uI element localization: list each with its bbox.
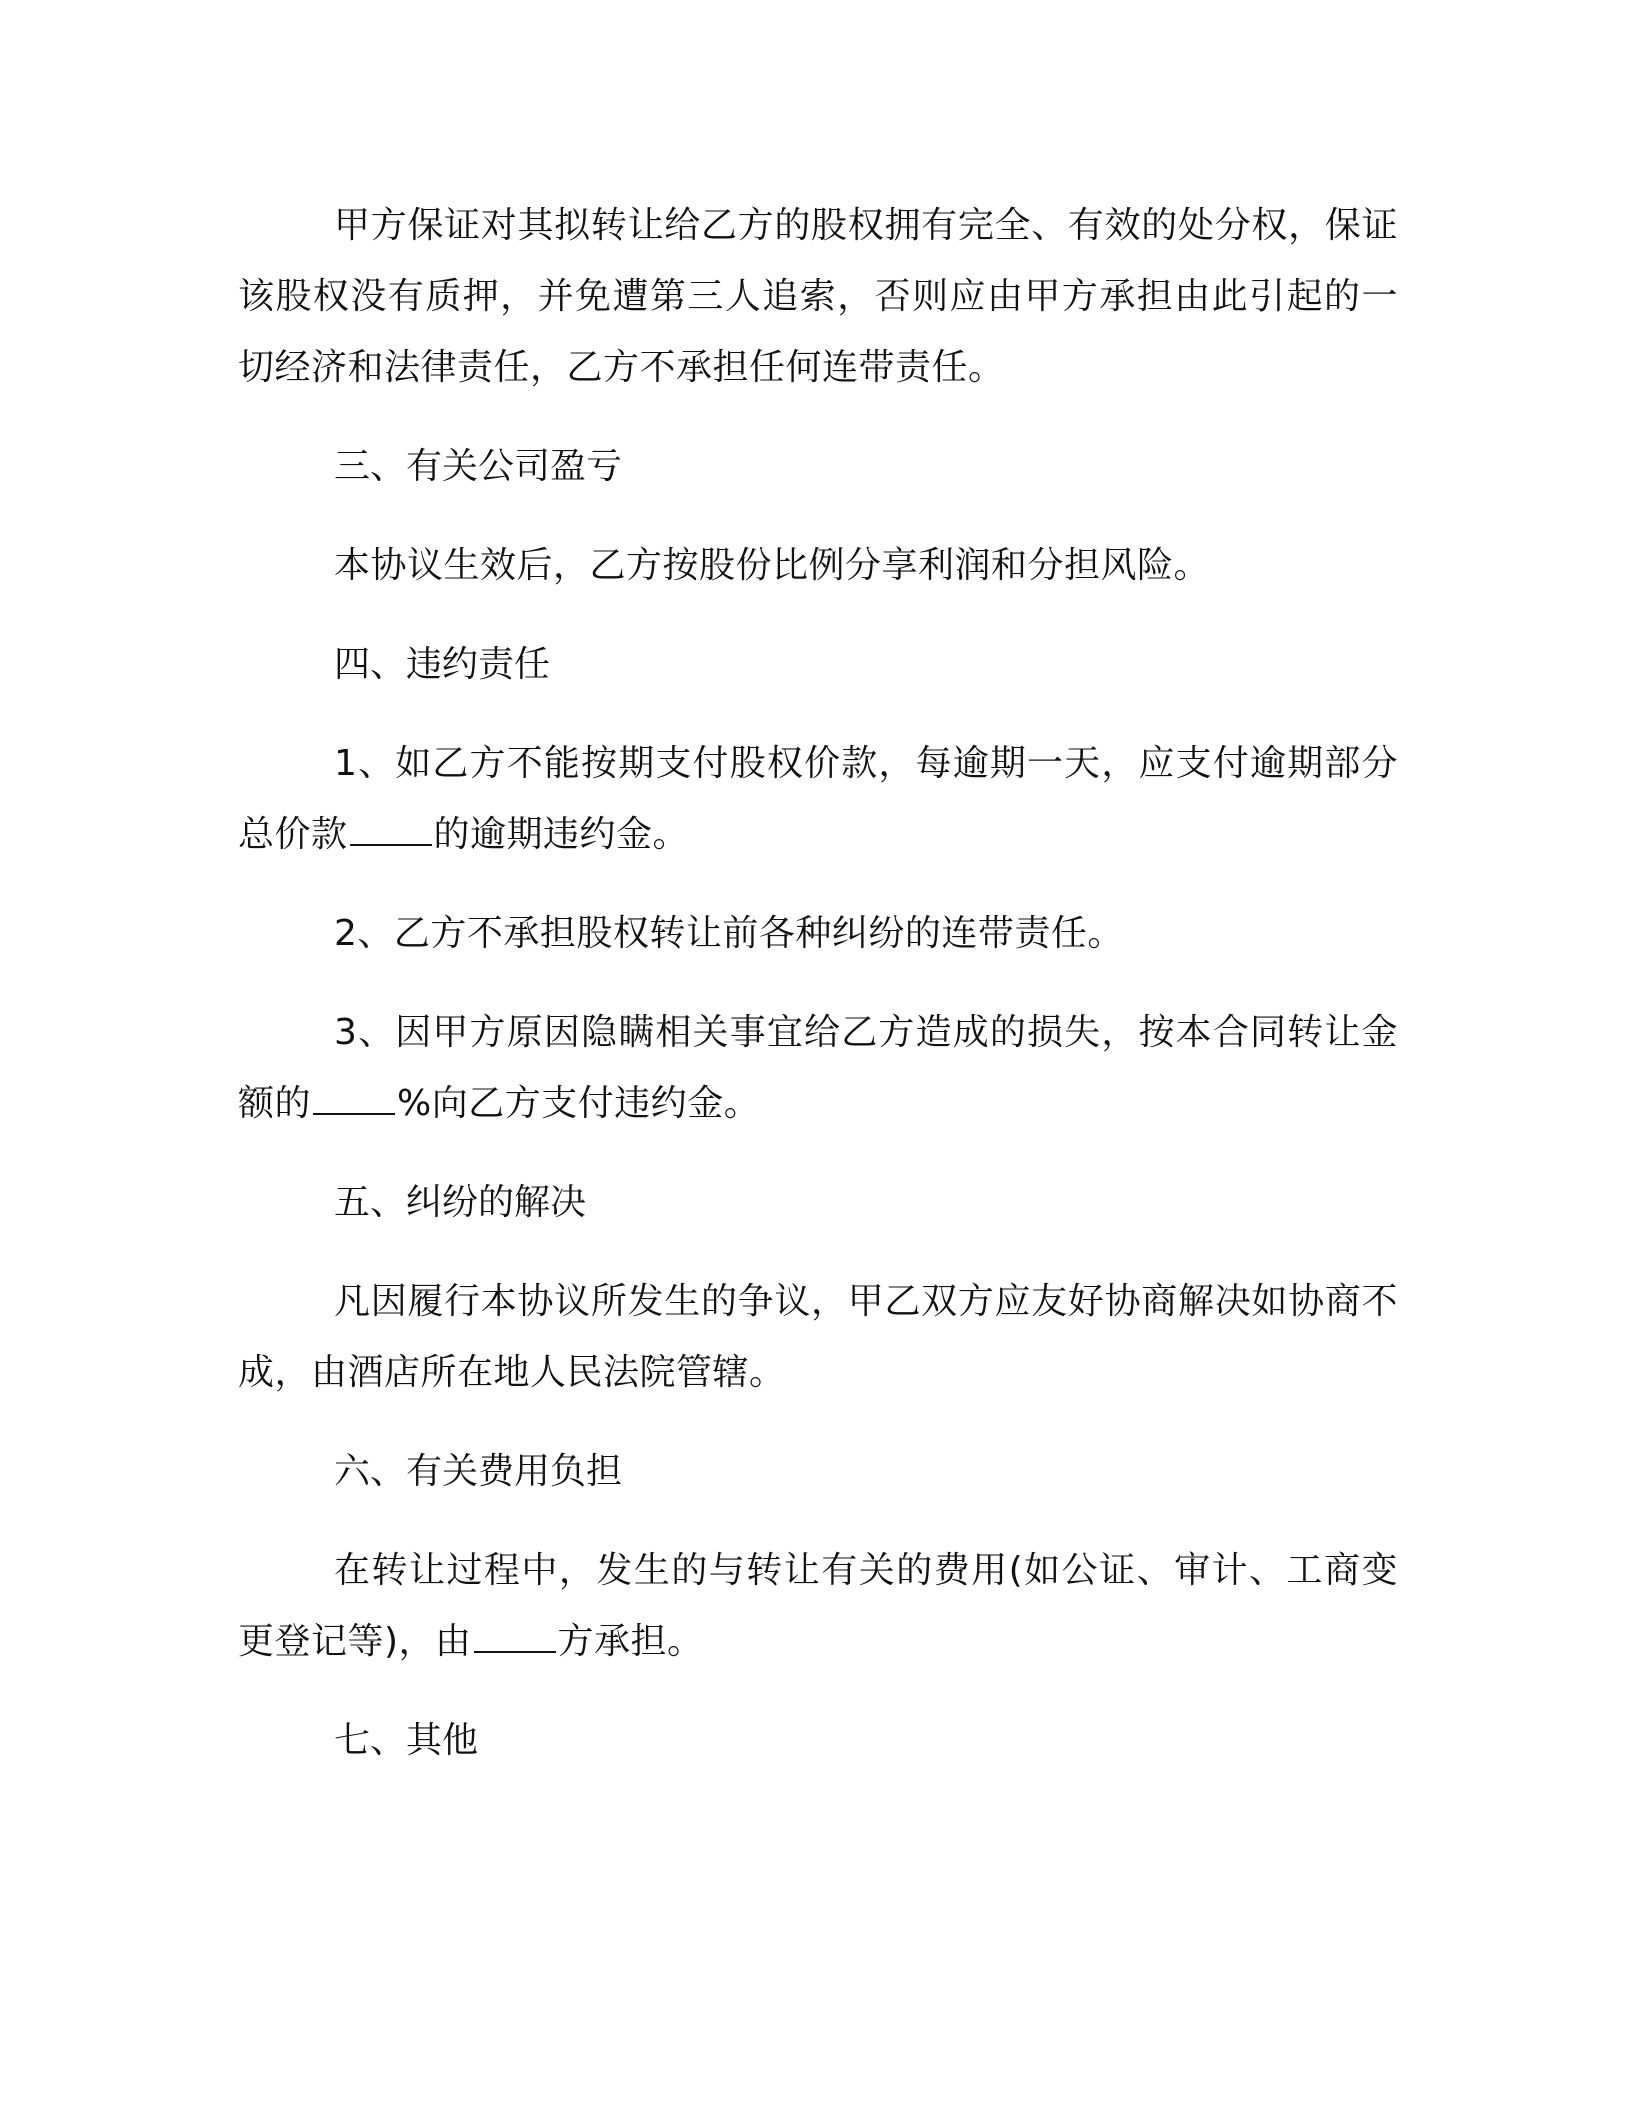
paragraph-profit-sharing: 本协议生效后，乙方按股份比例分享利润和分担风险。 [334, 545, 1211, 586]
paragraph-no-joint-liability: 2、乙方不承担股权转让前各种纠纷的连带责任。 [334, 913, 1124, 954]
section-heading-liability: 四、违约责任 [334, 644, 551, 685]
fees-text-a: 在转让过程中，发生的与转让有关的费用(如公证、审计、工商变更登记等)，由 [238, 1550, 1398, 1662]
paragraph-fees [238, 1535, 1398, 1677]
section-heading-profit-loss: 三、有关公司盈亏 [334, 446, 623, 487]
section-heading-other: 七、其他 [334, 1720, 479, 1761]
paragraph-dispute-resolution: 凡因履行本协议所发生的争议，甲乙双方应友好协商解决如协商不成，由酒店所在地人民法院管辖。 [238, 1281, 1398, 1393]
paragraph-concealment-penalty [238, 997, 1398, 1139]
late-payment-text-a: 1、如乙方不能按期支付股权价款，每逾期一天，应支付逾期部分总价款 [238, 743, 1398, 855]
fees-text-b: 方承担。 [557, 1621, 704, 1662]
concealment-text-a: 3、因甲方原因隐瞒相关事宜给乙方造成的损失，按本合同转让金额的 [238, 1012, 1398, 1124]
late-payment-text-b: 的逾期违约金。 [433, 814, 690, 855]
concealment-text-b: %向乙方支付违约金。 [397, 1083, 761, 1124]
blank-line [474, 1651, 556, 1653]
paragraph-guarantee: 甲方保证对其拟转让给乙方的股权拥有完全、有效的处分权，保证该股权没有质押，并免遭第三人追索，否则应由甲方承担由此引起的一切经济和法律责任，乙方不承担任何连带责任。 [238, 205, 1398, 388]
paragraph-late-payment [238, 728, 1398, 870]
blank-line [350, 844, 432, 846]
section-heading-dispute: 五、纠纷的解决 [334, 1182, 587, 1223]
blank-line [313, 1113, 395, 1115]
document-page [238, 190, 1398, 1776]
section-heading-fees: 六、有关费用负担 [334, 1451, 623, 1492]
